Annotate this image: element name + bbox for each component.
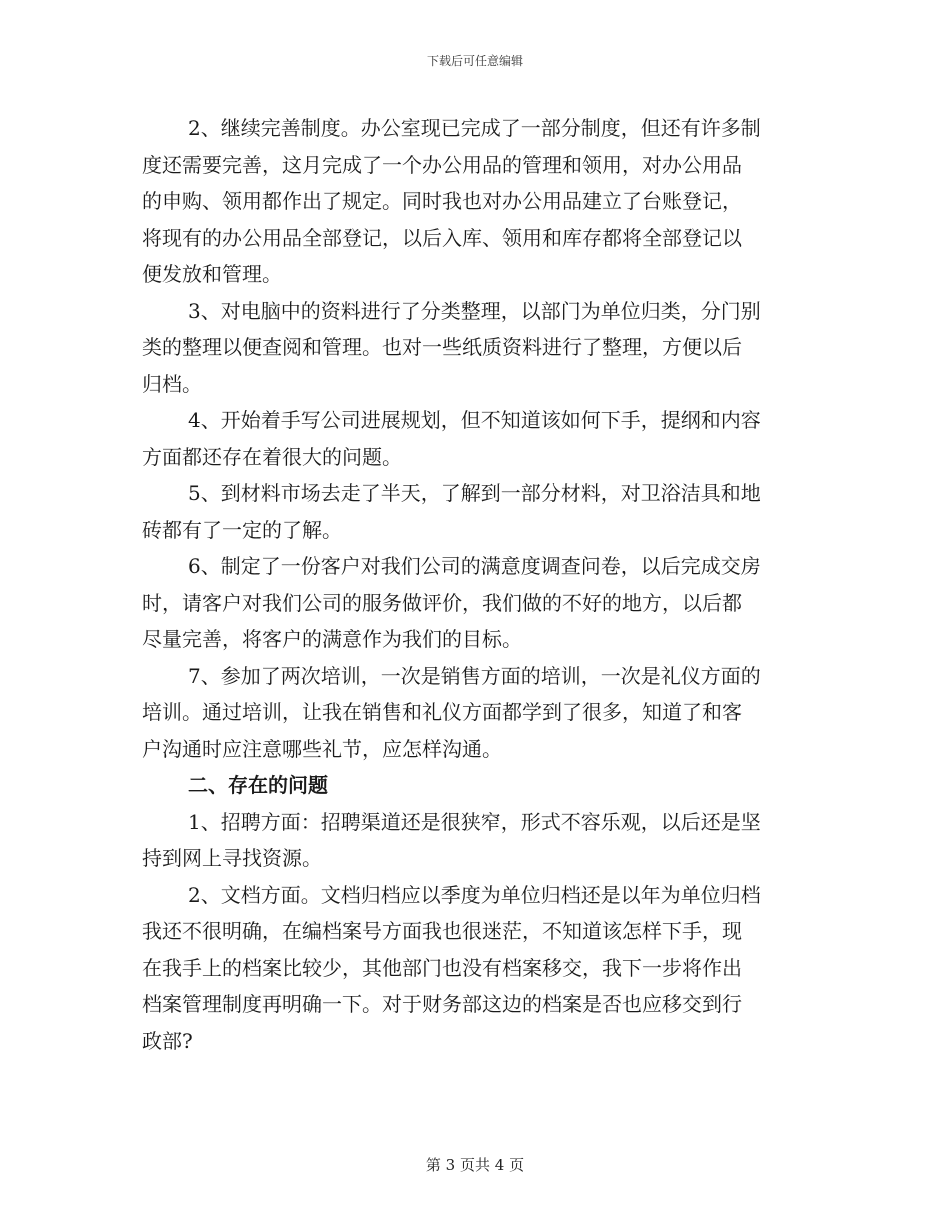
section-heading — [142, 767, 822, 804]
paragraph — [142, 658, 822, 768]
text-line: 培训。通过培训，让我在销售和礼仪方面都学到了很多，知道了和客 — [142, 700, 742, 724]
text-line: 在我手上的档案比较少，其他部门也没有档案移交，我下一步将作出 — [142, 955, 742, 980]
paragraph — [142, 293, 822, 403]
page-footer: 第 3 页共 4 页 — [425, 1156, 525, 1174]
text-line: 户沟通时应注意哪些礼节，应怎样沟通。 — [142, 736, 502, 761]
text-line: 6、制定了一份客户对我们公司的满意度调查问卷，以后完成交房 — [188, 554, 761, 578]
paragraph — [142, 110, 822, 293]
text-line: 持到网上寻找资源。 — [142, 846, 322, 870]
text-line: 时，请客户对我们公司的服务做评价，我们做的不好的地方，以后都 — [142, 590, 742, 615]
text-line: 7、参加了两次培训，一次是销售方面的培训，一次是礼仪方面的 — [188, 663, 761, 688]
text-line: 类的整理以便查阅和管理。也对一些纸质资料进行了整理，方便以后 — [142, 335, 742, 359]
text-line: 将现有的办公用品全部登记，以后入库、领用和库存都将全部登记以 — [142, 225, 742, 250]
text-line: 砖都有了一定的了解。 — [142, 517, 342, 542]
text-line: 的申购、领用都作出了规定。同时我也对办公用品建立了台账登记， — [142, 189, 742, 213]
text-line: 二、存在的问题 — [188, 773, 328, 797]
text-line: 3、对电脑中的资料进行了分类整理，以部门为单位归类，分门别 — [188, 298, 761, 323]
text-line: 便发放和管理。 — [142, 262, 282, 286]
text-line: 4、开始着手写公司进展规划，但不知道该如何下手，提纲和内容 — [188, 408, 761, 432]
text-line: 2、继续完善制度。办公室现已完成了一部分制度，但还有许多制 — [188, 116, 761, 140]
paragraph — [142, 548, 822, 658]
paragraph — [142, 402, 822, 475]
text-line: 我还不很明确，在编档案号方面我也很迷茫，不知道该怎样下手，现 — [142, 919, 742, 943]
header-note: 下载后可任意编辑 — [426, 54, 523, 68]
paragraph — [142, 804, 822, 877]
text-line: 5、到材料市场去走了半天，了解到一部分材料，对卫浴洁具和地 — [188, 481, 761, 505]
text-line: 归档。 — [142, 371, 202, 396]
paragraph — [142, 475, 822, 548]
text-line: 度还需要完善，这月完成了一个办公用品的管理和领用，对办公用品 — [142, 152, 742, 177]
text-line: 档案管理制度再明确一下。对于财务部这边的档案是否也应移交到行 — [142, 992, 742, 1016]
text-line: 尽量完善，将客户的满意作为我们的目标。 — [142, 627, 522, 651]
text-line: 政部? — [142, 1028, 193, 1053]
text-line: 1、招聘方面：招聘渠道还是很狭窄，形式不容乐观，以后还是坚 — [188, 809, 761, 834]
paragraph — [142, 877, 822, 1060]
text-line: 方面都还存在着很大的问题。 — [142, 444, 402, 469]
text-line: 2、文档方面。文档归档应以季度为单位归档还是以年为单位归档 — [188, 882, 761, 907]
document-body — [142, 110, 822, 1059]
